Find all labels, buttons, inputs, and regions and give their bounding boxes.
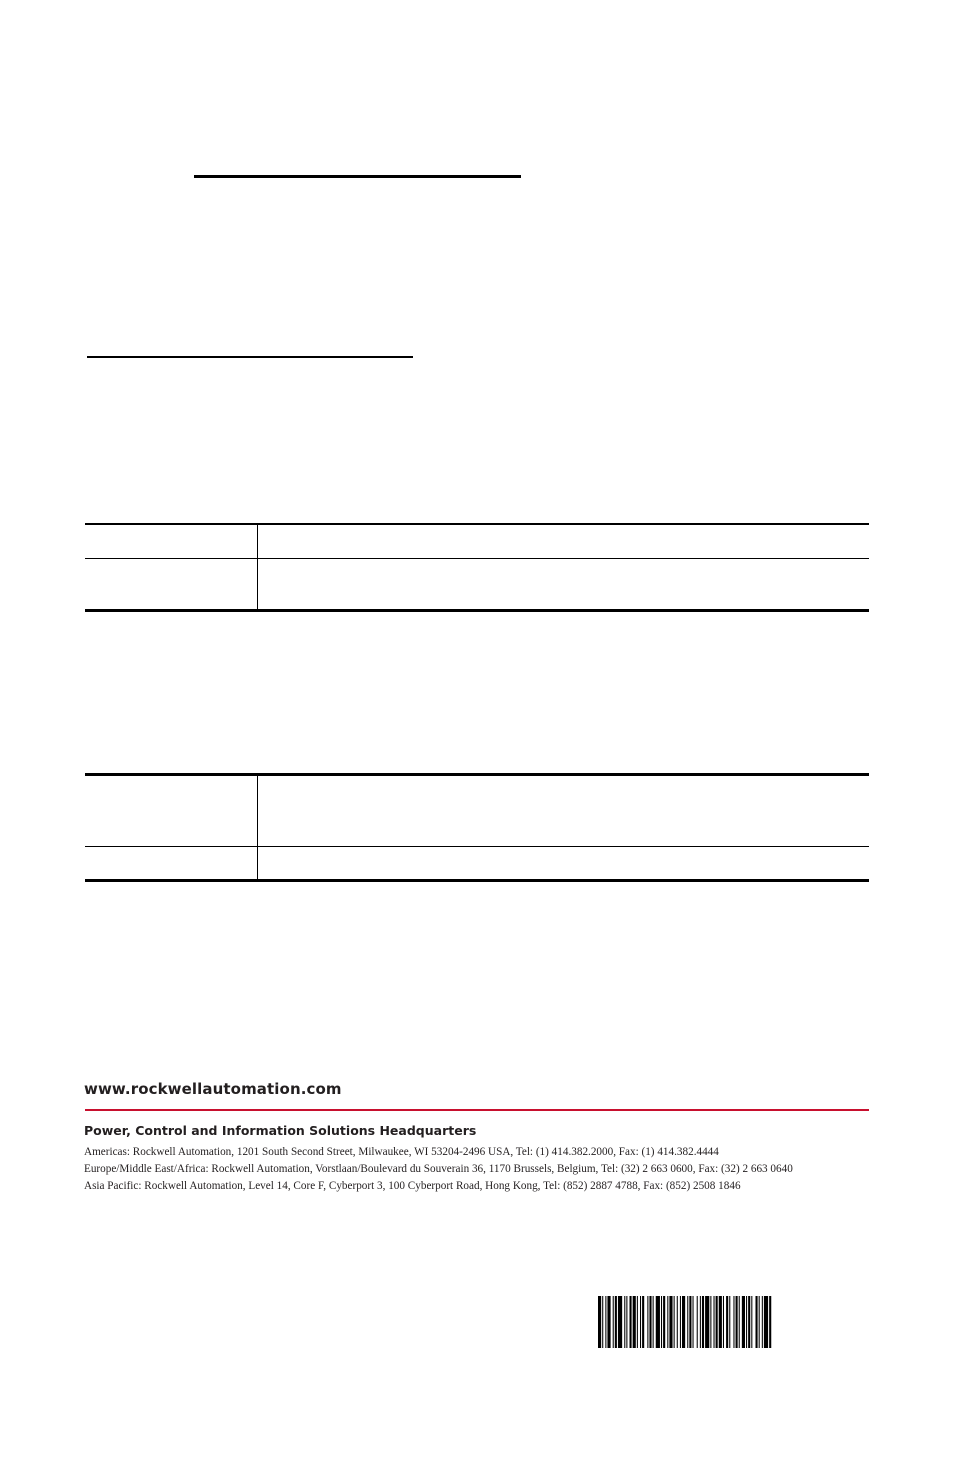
barcode-bar [746,1296,747,1348]
footer-divider [85,1109,869,1111]
barcode-bar [716,1296,718,1348]
barcode-bar [669,1296,672,1348]
signature-line-2 [87,356,413,358]
hq-title: Power, Control and Information Solutions Headquarters [84,1123,477,1138]
table-cell [85,776,257,846]
barcode-bar [642,1296,644,1348]
barcode-bar [656,1296,660,1348]
address-emea: Europe/Middle East/Africa: Rockwell Automation, Vorstlaan/Boulevard du Souverain 36, 1170 Brussels, Belgium, Tel: (32) 2 663 0600, Fax: (32) 2 663 0640 [84,1163,793,1175]
barcode-bar [726,1296,728,1348]
table-row [85,776,869,846]
barcode-bar [769,1296,771,1348]
table-row [85,847,869,879]
table-row [85,559,869,609]
address-americas: Americas: Rockwell Automation, 1201 South Second Street, Milwaukee, WI 53204-2496 USA, Tel: (1) 414.382.2000, Fax: (1) 414.382.4444 [84,1146,719,1158]
barcode-bar [697,1296,698,1348]
table-cell [258,559,869,609]
barcode-bar [762,1296,763,1348]
barcode-bar [736,1296,738,1348]
barcode-bar [640,1296,641,1348]
barcode-bar [714,1296,715,1348]
barcode-bar [637,1296,638,1348]
barcode-bar [751,1296,752,1348]
barcode-bar [630,1296,632,1348]
table-cell [85,847,257,879]
barcode-bar [647,1296,648,1348]
barcode-bar [700,1296,701,1348]
barcode-bar [682,1296,685,1348]
barcode-bar [719,1296,722,1348]
barcode-bar [626,1296,627,1348]
barcode-bar [702,1296,704,1348]
barcode-bar [710,1296,711,1348]
barcode-bar [605,1296,606,1348]
barcode-bar [624,1296,625,1348]
barcode-bar [733,1296,734,1348]
barcode-bar [615,1296,617,1348]
barcode-bar [687,1296,688,1348]
barcode-bar [667,1296,668,1348]
barcode-bar [764,1296,768,1348]
table-cell [85,559,257,609]
barcode-bar [674,1296,675,1348]
barcode-bar [729,1296,730,1348]
barcode-icon [598,1296,868,1348]
barcode-bar [705,1296,709,1348]
table-cell [258,776,869,846]
table-cell [85,525,257,558]
barcode-bar [618,1296,622,1348]
barcode-bar [723,1296,724,1348]
barcode-bar [661,1296,662,1348]
barcode-bar [653,1296,654,1348]
barcode-bar [598,1296,601,1348]
barcode-bar [613,1296,614,1348]
website-link[interactable]: www.rockwellautomation.com [84,1080,342,1098]
barcode-bar [649,1296,651,1348]
barcode-bar [680,1296,681,1348]
barcode-bar [756,1296,758,1348]
barcode-bar [742,1296,745,1348]
barcode-bar [607,1296,610,1348]
barcode-bar [663,1296,665,1348]
table-1-bottom-border [85,609,869,612]
barcode-bar [633,1296,636,1348]
table-cell [258,847,869,879]
address-asia-pacific: Asia Pacific: Rockwell Automation, Level 14, Core F, Cyberport 3, 100 Cyberport Road, Hong Kong, Tel: (852) 2887 4788, Fax: (852) 2508 1846 [84,1180,741,1192]
barcode-bar [739,1296,740,1348]
barcode-bar [677,1296,678,1348]
barcode-bar [693,1296,694,1348]
signature-line-1 [194,175,521,178]
barcode-bar [748,1296,750,1348]
table-2-bottom-border [85,879,869,882]
table-row [85,525,869,558]
table-cell [258,525,869,558]
barcode-bar [689,1296,691,1348]
barcode-bar [759,1296,760,1348]
barcode-bar [602,1296,603,1348]
